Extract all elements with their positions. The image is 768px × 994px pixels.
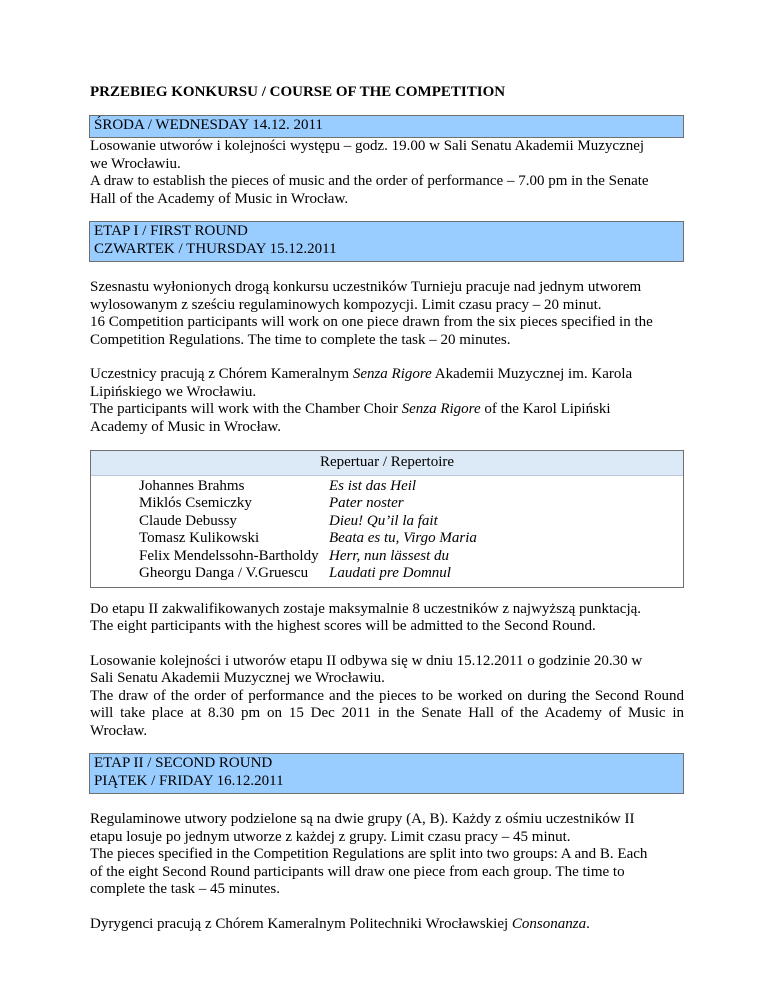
paragraph-line: A draw to establish the pieces of music and the order of performance – 7.00 pm in the Senate xyxy=(90,173,649,189)
paragraph-justified: The draw of the order of performance and the pieces to be worked on during the Second Round will take place at 8.30 pm on 15 Dec 2011 in the Senate Hall of the Academy of Music in Wrocław. xyxy=(90,687,684,739)
piece-title: Laudati pre Domnul xyxy=(329,565,451,581)
paragraph-line: The eight participants with the highest scores will be admitted to the Second Round. xyxy=(90,618,596,634)
repertoire-table xyxy=(90,450,684,588)
repertoire-table-body xyxy=(91,476,683,587)
paragraph-line: Lipińskiego we Wrocławiu. xyxy=(90,383,257,400)
section-header-text: ETAP I / FIRST ROUND xyxy=(94,223,248,239)
paragraph-line: Regulaminowe utwory podzielone są na dwie grupy (A, B). Każdy z ośmiu uczestników II xyxy=(90,811,635,827)
page-title: PRZEBIEG KONKURSU / COURSE OF THE COMPETITION xyxy=(90,84,506,100)
paragraph-line: etapu losuje po jednym utworze z każdej z grupy. Limit czasu pracy – 45 minut. xyxy=(90,828,571,845)
paragraph-line: we Wrocławiu. xyxy=(90,155,181,172)
paragraph-line: 16 Competition participants will work on one piece drawn from the six pieces specified in the xyxy=(90,314,653,330)
choir-name: Senza Rigore xyxy=(352,366,432,382)
composer-name: Johannes Brahms xyxy=(139,477,245,494)
section-header-first-round xyxy=(89,221,684,262)
composer-name: Gheorgu Danga / V.Gruescu xyxy=(139,565,309,581)
paragraph-line: Sali Senatu Akademii Muzycznej we Wrocławiu. xyxy=(90,670,385,686)
composer-name: Tomasz Kulikowski xyxy=(139,530,260,546)
piece-title: Es ist das Heil xyxy=(329,477,417,494)
composer-name: Miklós Csemiczky xyxy=(139,495,252,511)
paragraph-line: of the eight Second Round participants will draw one piece from each group. The time to xyxy=(90,863,625,880)
paragraph-line: Losowanie utworów i kolejności występu – godz. 19.00 w Sali Senatu Akademii Muzycznej xyxy=(90,138,645,154)
section-header-date: CZWARTEK / THURSDAY 15.12.2011 xyxy=(94,240,337,257)
paragraph-line: Academy of Music in Wrocław. xyxy=(90,418,282,435)
composer-name: Claude Debussy xyxy=(139,512,237,529)
piece-title: Pater noster xyxy=(329,495,404,511)
paragraph-line: Szesnastu wyłonionych drogą konkursu uczestników Turnieju pracuje nad jednym utworem xyxy=(90,279,642,295)
section-header-text: ŚRODA / WEDNESDAY 14.12. 2011 xyxy=(94,116,323,133)
composer-name: Felix Mendelssohn-Bartholdy xyxy=(139,547,319,564)
paragraph-line: Competition Regulations. The time to complete the task – 20 minutes. xyxy=(90,331,511,348)
document-page xyxy=(90,84,684,933)
choir-name: Consonanza xyxy=(511,915,587,932)
choir-name: Senza Rigore xyxy=(401,401,481,417)
piece-title: Beata es tu, Virgo Maria xyxy=(329,530,477,546)
paragraph-line: Losowanie kolejności i utworów etapu II odbywa się w dniu 15.12.2011 o godzinie 20.30 w xyxy=(90,652,643,669)
paragraph-line: wylosowanym z sześciu regulaminowych kompozycji. Limit czasu pracy – 20 minut. xyxy=(90,296,602,313)
piece-column xyxy=(329,478,477,583)
composer-column xyxy=(91,478,329,583)
paragraph-line: The pieces specified in the Competition Regulations are split into two groups: A and B. Each xyxy=(90,846,648,862)
piece-title: Herr, nun lässest du xyxy=(329,547,450,564)
section-header-second-round xyxy=(89,753,684,794)
paragraph-line: Dyrygenci pracują z Chórem Kameralnym Politechniki Wrocławskiej Consonanza. xyxy=(90,915,590,932)
repertoire-table-header: Repertuar / Repertoire xyxy=(91,451,683,476)
section-header-wednesday xyxy=(89,115,684,139)
paragraph-line: The participants will work with the Chamber Choir Senza Rigore of the Karol Lipiński xyxy=(90,401,611,417)
section-header-date: PIĄTEK / FRIDAY 16.12.2011 xyxy=(94,772,284,789)
paragraph-line: Uczestnicy pracują z Chórem Kameralnym Senza Rigore Akademii Muzycznej im. Karola xyxy=(90,366,633,382)
paragraph-line: Hall of the Academy of Music in Wrocław. xyxy=(90,190,349,207)
paragraph-line: Do etapu II zakwalifikowanych zostaje maksymalnie 8 uczestników z najwyższą punktacją. xyxy=(90,600,642,617)
section-header-text: ETAP II / SECOND ROUND xyxy=(94,755,273,771)
piece-title: Dieu! Qu’il la fait xyxy=(329,512,438,529)
paragraph-line: complete the task – 45 minutes. xyxy=(90,881,280,897)
